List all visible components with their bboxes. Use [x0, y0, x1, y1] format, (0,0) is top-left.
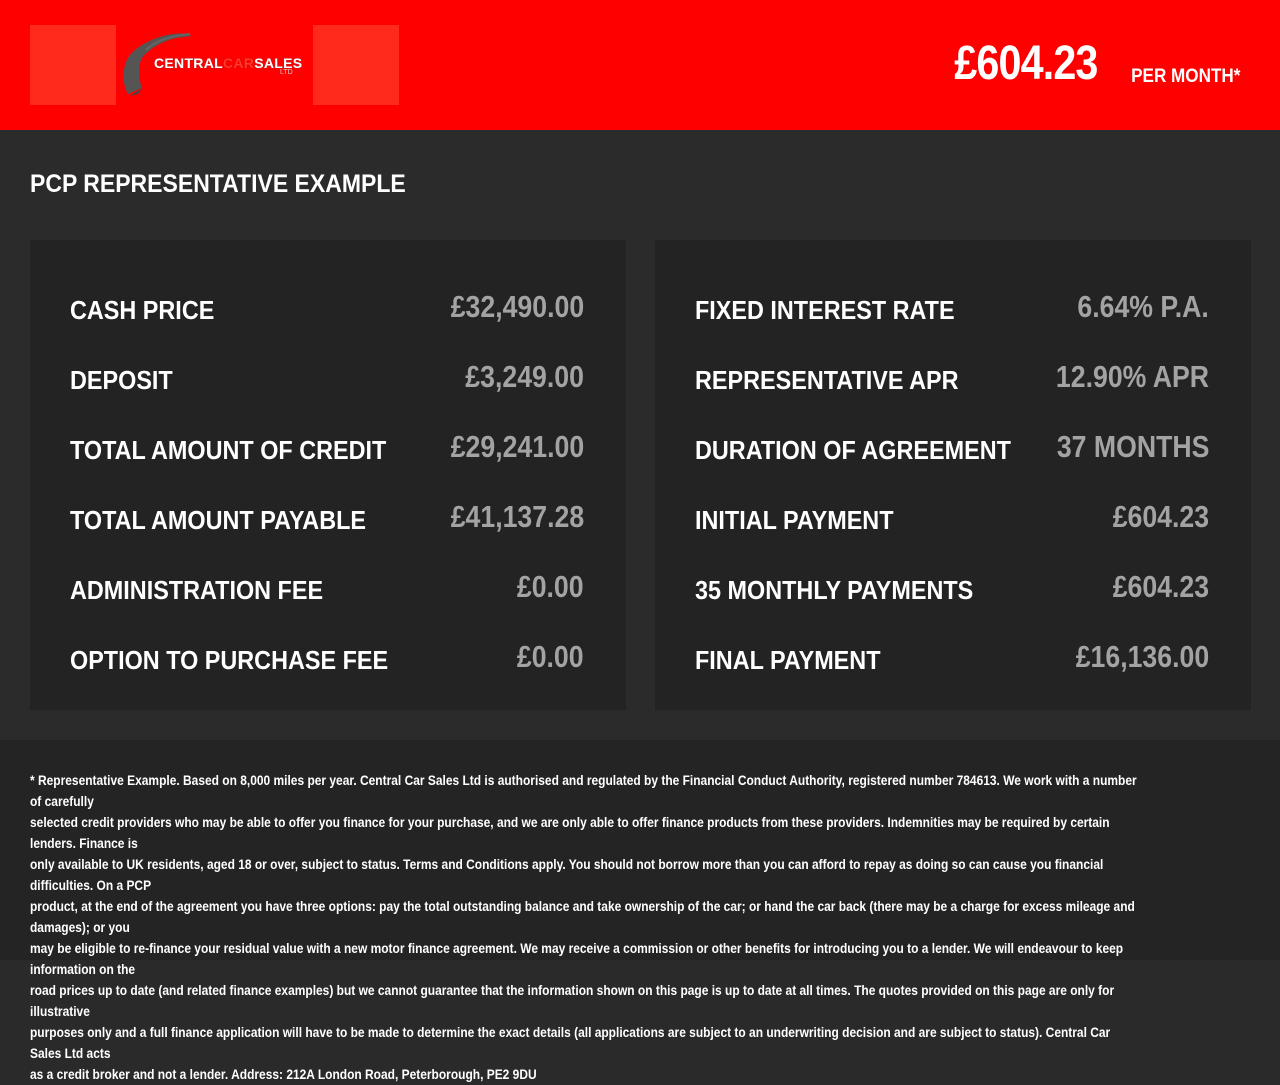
finance-row — [70, 497, 584, 537]
finance-row — [70, 427, 584, 467]
disclaimer-line: as a credit broker and not a lender. Address: 212A London Road, Peterborough, PE2 9DU — [30, 1066, 537, 1082]
finance-row-label: TOTAL AMOUNT OF CREDIT — [70, 435, 387, 465]
finance-panel-left — [30, 240, 626, 710]
finance-row-value: £3,249.00 — [465, 359, 584, 394]
logo-wordmark: CENTRALCARSALES — [154, 55, 303, 71]
finance-row — [695, 567, 1209, 607]
finance-panel-right — [655, 240, 1251, 710]
logo-background-right — [313, 25, 399, 105]
disclaimer-text — [30, 770, 1142, 1085]
finance-row-value: £604.23 — [1112, 569, 1209, 604]
finance-row-label: CASH PRICE — [70, 295, 215, 325]
header-bar — [0, 0, 1280, 130]
disclaimer-line: * Representative Example. Based on 8,000 miles per year. Central Car Sales Ltd is authorised and regulated by the Financial Conduct Authority, registered number 784613. We work with a number of carefully — [30, 772, 1137, 809]
disclaimer-line: product, at the end of the agreement you have three options: pay the total outstanding balance and take ownership of the car; or hand the car back (there may be a charge for excess mileage and damages); or you — [30, 898, 1135, 935]
disclaimer-footer — [0, 740, 1280, 1082]
finance-row — [695, 427, 1209, 467]
finance-row-label: ADMINISTRATION FEE — [70, 575, 324, 605]
finance-row-label: FINAL PAYMENT — [695, 645, 881, 675]
disclaimer-line: road prices up to date (and related finance examples) but we cannot guarantee that the information shown on this page is up to date at all times. The quotes provided on this page are only for illustrative — [30, 982, 1115, 1019]
finance-row-value: 6.64% P.A. — [1077, 289, 1209, 324]
finance-content — [0, 130, 1280, 740]
finance-row — [695, 287, 1209, 327]
finance-row-label: TOTAL AMOUNT PAYABLE — [70, 505, 367, 535]
finance-row-value: 12.90% APR — [1055, 359, 1209, 394]
finance-row-label: OPTION TO PURCHASE FEE — [70, 645, 389, 675]
finance-row-label: DEPOSIT — [70, 365, 173, 395]
finance-row-value: 37 MONTHS — [1056, 429, 1209, 464]
finance-row-value: £604.23 — [1112, 499, 1209, 534]
finance-row — [70, 567, 584, 607]
finance-row — [695, 637, 1209, 677]
finance-row-label: FIXED INTEREST RATE — [695, 295, 955, 325]
per-month-label: PER MONTH* — [1130, 66, 1240, 87]
finance-row — [70, 287, 584, 327]
finance-row-value: £32,490.00 — [450, 289, 584, 324]
disclaimer-line: selected credit providers who may be able to offer you finance for your purchase, and we are only able to offer finance products from these providers. Indemnities may be required by certain lenders. Finance is — [30, 814, 1110, 851]
finance-row-value: £41,137.28 — [450, 499, 584, 534]
finance-row-label: REPRESENTATIVE APR — [695, 365, 959, 395]
finance-row-value: £29,241.00 — [450, 429, 584, 464]
finance-row-label: INITIAL PAYMENT — [695, 505, 894, 535]
logo-background-left — [30, 25, 116, 105]
finance-row — [70, 637, 584, 677]
monthly-price: £604.23 — [954, 37, 1098, 90]
finance-row-value: £0.00 — [517, 639, 584, 674]
section-title: PCP REPRESENTATIVE EXAMPLE — [30, 170, 406, 198]
logo-ltd: LTD — [280, 69, 293, 76]
disclaimer-line: purposes only and a full finance application will have to be made to determine the exact details (all applications are subject to an underwriting decision and are subject to status). Central Car Sales Ltd acts — [30, 1024, 1111, 1061]
finance-row-value: £0.00 — [517, 569, 584, 604]
finance-row — [70, 357, 584, 397]
disclaimer-line: only available to UK residents, aged 18 or over, subject to status. Terms and Conditions apply. You should not borrow more than you can afford to repay as doing so can cause you financial difficulties. On a PCP — [30, 856, 1104, 893]
finance-row-value: £16,136.00 — [1075, 639, 1209, 674]
disclaimer-line: may be eligible to re-finance your residual value with a new motor finance agreement. We may receive a commission or other benefits for introducing you to a lender. We will endeavour to keep information on the — [30, 940, 1124, 977]
finance-row — [695, 357, 1209, 397]
finance-row-label: DURATION OF AGREEMENT — [695, 435, 1011, 465]
central-car-sales-logo[interactable] — [120, 28, 310, 102]
finance-row — [695, 497, 1209, 537]
finance-row-label: 35 MONTHLY PAYMENTS — [695, 575, 974, 605]
